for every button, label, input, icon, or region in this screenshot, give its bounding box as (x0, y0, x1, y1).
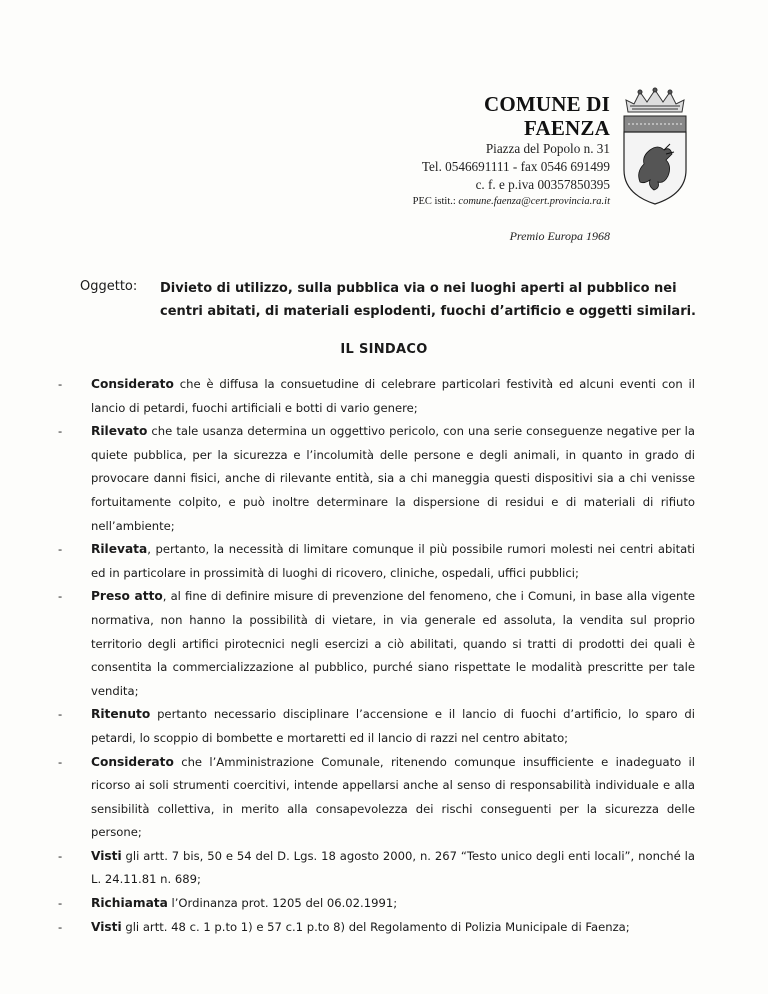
address: Piazza del Popolo n. 31 (485, 141, 610, 156)
recital-text: , al fine di definire misure di prevenzione del fenomeno, che i Comuni, in base alla vigente normativa, non hanno la possibilità di vietare, in via generale ed assoluta, la vendita sul proprio territorio degli artifici pirotecnici negli esercizi a ciò abilitati, quando si tratti di prodotti dei quali è consentita la commercializzazione al pubblico, purché siano rispettate le modalità prescritte per tale vendita; (91, 589, 695, 698)
award-line: Premio Europa 1968 (509, 229, 610, 243)
recital-item (80, 916, 695, 940)
recital-text: che è diffusa la consuetudine di celebrare particolari festività ed alcuni eventi con il lancio di petardi, fuochi artificiali e botti di vario genere; (91, 377, 695, 415)
tax-code: c. f. e p.iva 00357850395 (475, 177, 610, 192)
recital-item (80, 703, 695, 750)
subject-text: Divieto di utilizzo, sulla pubblica via o nei luoghi aperti al pubblico nei centri abitati, di materiali esplodenti, fuochi d’artificio e oggetti similari. (160, 281, 696, 319)
recital-text: , pertanto, la necessità di limitare comunque il più possibile rumori molesti nei centri abitati ed in particolare in prossimità di luoghi di ricovero, cliniche, ospedali, uffici pubblici; (91, 542, 695, 580)
recital-item (80, 420, 695, 538)
municipality-name: COMUNE DI FAENZA (483, 92, 610, 140)
subject-label: Oggetto: (80, 279, 138, 294)
pec-line (400, 194, 610, 210)
recital-text: che l’Amministrazione Comunale, ritenendo comunque insufficiente e inadeguato il ricorso ai soli strumenti coercitivi, intende appellarsi anche al senso di responsabilità individuale e alla sensibilità collettiva, in merito alla consapevolezza dei rischi conseguenti per la sicurezza delle persone; (91, 754, 695, 840)
recital-text: che tale usanza determina un oggettivo pericolo, con una serie conseguenze negative per la quiete pubblica, per la sicurezza e l’incolumità delle persone e degli animali, in quanto in grado di provocare danni fisici, anche di rilevante entità, sia a chi maneggia questi dispositivi sia a chi venisse fortuitamente colpito, e può inoltre determinare la dispersione di residui e di materiali di rifiuto nell’ambiente; (91, 424, 695, 533)
pec-address: comune.faenza@cert.provincia.ra.it (458, 196, 610, 207)
recital-item (80, 373, 695, 420)
recital-item (80, 892, 695, 916)
recital-text: gli artt. 48 c. 1 p.to 1) e 57 c.1 p.to 8) del Regolamento di Polizia Municipale di Faenza; (121, 919, 630, 934)
recital-text: gli artt. 7 bis, 50 e 54 del D. Lgs. 18 agosto 2000, n. 267 “Testo unico degli enti locali”, nonché la L. 24.11.81 n. 689; (91, 848, 695, 887)
recital-item (80, 845, 695, 892)
recitals-list (80, 373, 695, 939)
pec-label: PEC istit.: (412, 196, 456, 207)
section-heading: IL SINDACO (340, 342, 428, 357)
recital-lead: Richiamata (91, 896, 168, 911)
recital-lead: Considerato (91, 754, 174, 769)
recital-item (80, 751, 695, 845)
recital-lead: Considerato (91, 377, 174, 391)
recital-item (80, 585, 695, 703)
recital-text: l’Ordinanza prot. 1205 del 06.02.1991; (167, 896, 398, 911)
recital-lead: Visti (91, 848, 122, 863)
recital-lead: Rilevato (91, 424, 148, 439)
recital-lead: Ritenuto (91, 707, 151, 722)
recital-item (80, 538, 695, 585)
letterhead (400, 92, 610, 244)
coat-of-arms-icon (618, 86, 692, 210)
recital-text: pertanto necessario disciplinare l’accensione e il lancio di fuochi d’artificio, lo sparo di petardi, lo scoppio di bombette e mortaretti ed il lancio di razzi nel centro abitato; (91, 707, 695, 745)
recital-lead: Preso atto (91, 589, 163, 604)
recital-lead: Visti (91, 919, 122, 934)
phone-fax: Tel. 0546691111 - fax 0546 691499 (421, 159, 610, 174)
recital-lead: Rilevata (91, 542, 148, 557)
